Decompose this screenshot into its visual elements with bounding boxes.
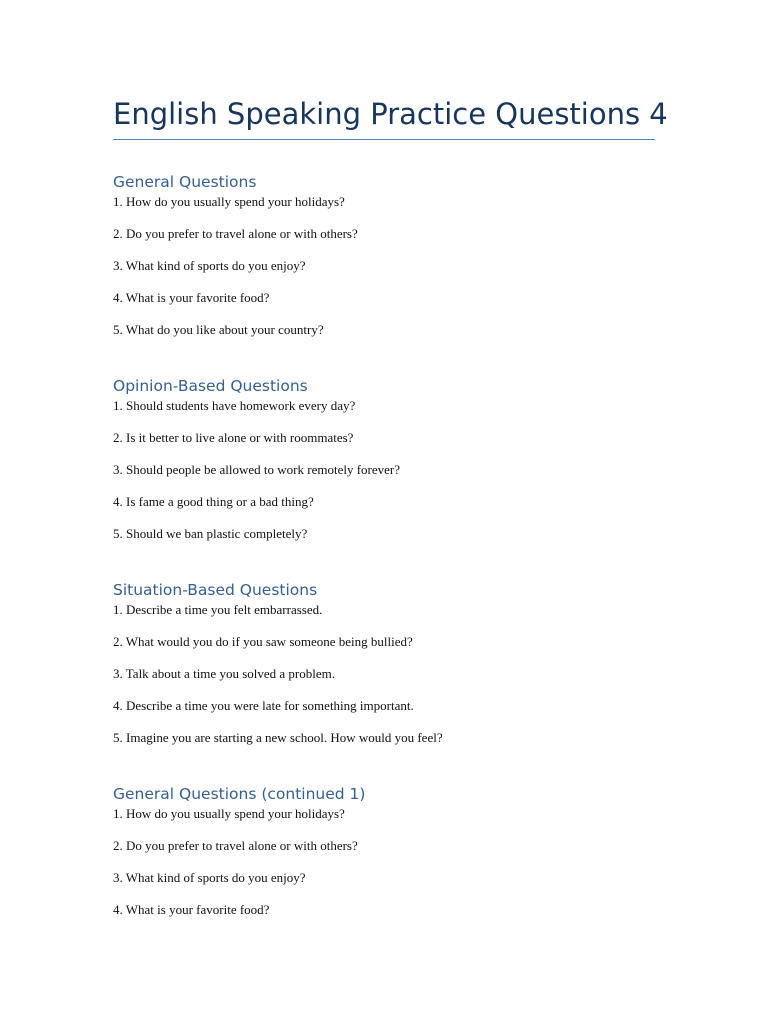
question-item: 4. What is your favorite food? [113,902,270,917]
question-item: 4. Is fame a good thing or a bad thing? [113,494,314,509]
question-item: 1. How do you usually spend your holidays? [113,806,345,821]
question-item: 5. What do you like about your country? [113,322,324,337]
question-item: 3. Should people be allowed to work remotely forever? [113,462,400,477]
question-item: 1. How do you usually spend your holidays? [113,194,345,209]
question-item: 4. Describe a time you were late for something important. [113,698,414,713]
question-item: 3. Talk about a time you solved a problem. [113,666,335,681]
question-item: 2. Do you prefer to travel alone or with others? [113,838,358,853]
section-general-questions [113,171,673,339]
question-list [113,805,673,919]
question-item: 3. What kind of sports do you enjoy? [113,258,306,273]
section-opinion-based-questions [113,375,673,543]
section-heading: General Questions (continued 1) [113,785,366,803]
question-item: 3. What kind of sports do you enjoy? [113,870,306,885]
question-item: 5. Should we ban plastic completely? [113,526,308,541]
question-item: 2. Is it better to live alone or with roommates? [113,430,354,445]
title-underline [113,139,655,140]
question-list [113,601,673,747]
question-item: 1. Should students have homework every day? [113,398,356,413]
section-general-questions-continued [113,783,673,919]
question-list [113,193,673,339]
document-title: English Speaking Practice Questions 4 [113,97,668,131]
question-item: 2. What would you do if you saw someone being bullied? [113,634,413,649]
section-heading: Situation-Based Questions [113,581,318,599]
section-situation-based-questions [113,579,673,747]
question-item: 5. Imagine you are starting a new school. How would you feel? [113,730,443,745]
question-item: 2. Do you prefer to travel alone or with others? [113,226,358,241]
section-heading: Opinion-Based Questions [113,377,308,395]
question-item: 1. Describe a time you felt embarrassed. [113,602,323,617]
question-item: 4. What is your favorite food? [113,290,270,305]
section-heading: General Questions [113,173,257,191]
question-list [113,397,673,543]
